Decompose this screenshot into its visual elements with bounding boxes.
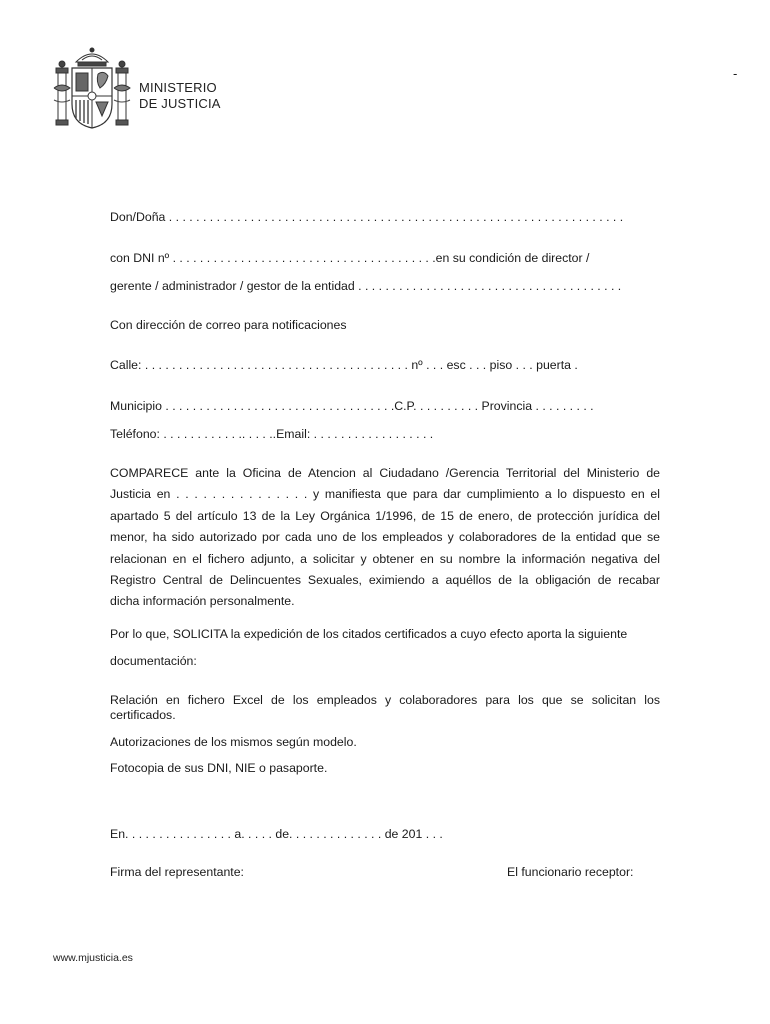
doc-item-authorizations: Autorizaciones de los mismos según modelo. (110, 735, 357, 749)
solicita-line-2: documentación: (110, 654, 197, 668)
representative-signature-label: Firma del representante: (110, 865, 244, 879)
doc-item-line: Relación en fichero Excel de los empleados y colaboradores para los que se solicitan los (110, 693, 660, 707)
corner-mark: - (733, 66, 738, 81)
ministry-line-1: MINISTERIO (139, 80, 217, 95)
dni-field: con DNI nº . . . . . . . . . . . . . . . . . . . . . . . . . . . . . . . . . . . . . . .en su condición de director / (110, 251, 590, 265)
phone-email-field: Teléfono: . . . . . . . . . . . .. . . . ..Email: . . . . . . . . . . . . . . . . . . (110, 427, 434, 441)
paragraph-line: apartado 5 del artículo 13 de la Ley Orgánica 1/1996, de 15 de enero, de protección jurídica del (110, 508, 660, 523)
footer-url: www.mjusticia.es (53, 952, 133, 964)
paragraph-line: menor, ha sido autorizado por cada uno de los empleados y colaboradores de la entidad que se (110, 530, 660, 545)
address-field: Calle: . . . . . . . . . . . . . . . . . . . . . . . . . . . . . . . . . . . . . . . nº . . . esc . . . piso . . . puerta . (110, 358, 578, 372)
doc-item-excel (110, 693, 660, 723)
official-receiver-label: El funcionario receptor: (507, 865, 634, 879)
entity-role-field: gerente / administrador / gestor de la entidad . . . . . . . . . . . . . . . . . . . . . . . . . . . . . . . . . . . . . . . (110, 279, 622, 293)
email-intro: Con dirección de correo para notificaciones (110, 318, 347, 332)
paragraph-line: Registro Central de Delincuentes Sexuales, eximiendo a aquéllos de la obligación de recabar (110, 573, 660, 588)
comparece-paragraph (110, 463, 660, 613)
doc-item-id-copy: Fotocopia de sus DNI, NIE o pasaporte. (110, 761, 328, 775)
municipality-field: Municipio . . . . . . . . . . . . . . . . . . . . . . . . . . . . . . . . . .C.P. . . . . . . . . . Provincia . . . . . . . . . (110, 399, 594, 413)
coat-of-arms-logo (52, 44, 132, 132)
paragraph-line: Justicia en . . . . . . . . . . . . . . . y manifiesta que para dar cumplimiento a lo dispuesto en el (110, 487, 660, 502)
ministry-line-2: DE JUSTICIA (139, 96, 221, 111)
ministry-name (139, 80, 221, 112)
paragraph-line: dicha información personalmente. (110, 594, 295, 609)
don-dona-field: Don/Doña . . . . . . . . . . . . . . . . . . . . . . . . . . . . . . . . . . . . . . . . . . . . . . . . . . . . . . . . . . . . . . . . . . . (110, 210, 624, 224)
solicita-line-1: Por lo que, SOLICITA la expedición de los citados certificados a cuyo efecto aporta la siguiente (110, 627, 628, 641)
doc-item-line: certificados. (110, 708, 176, 722)
paragraph-line: relacionan en el fichero adjunto, a solicitar y obtener en su nombre la información negativa del (110, 551, 660, 566)
paragraph-line: COMPARECE ante la Oficina de Atencion al Ciudadano /Gerencia Territorial del Ministerio de (110, 466, 660, 480)
place-date-line: En. . . . . . . . . . . . . . . . a. . . . . de. . . . . . . . . . . . . . de 201 . . . (110, 827, 443, 841)
